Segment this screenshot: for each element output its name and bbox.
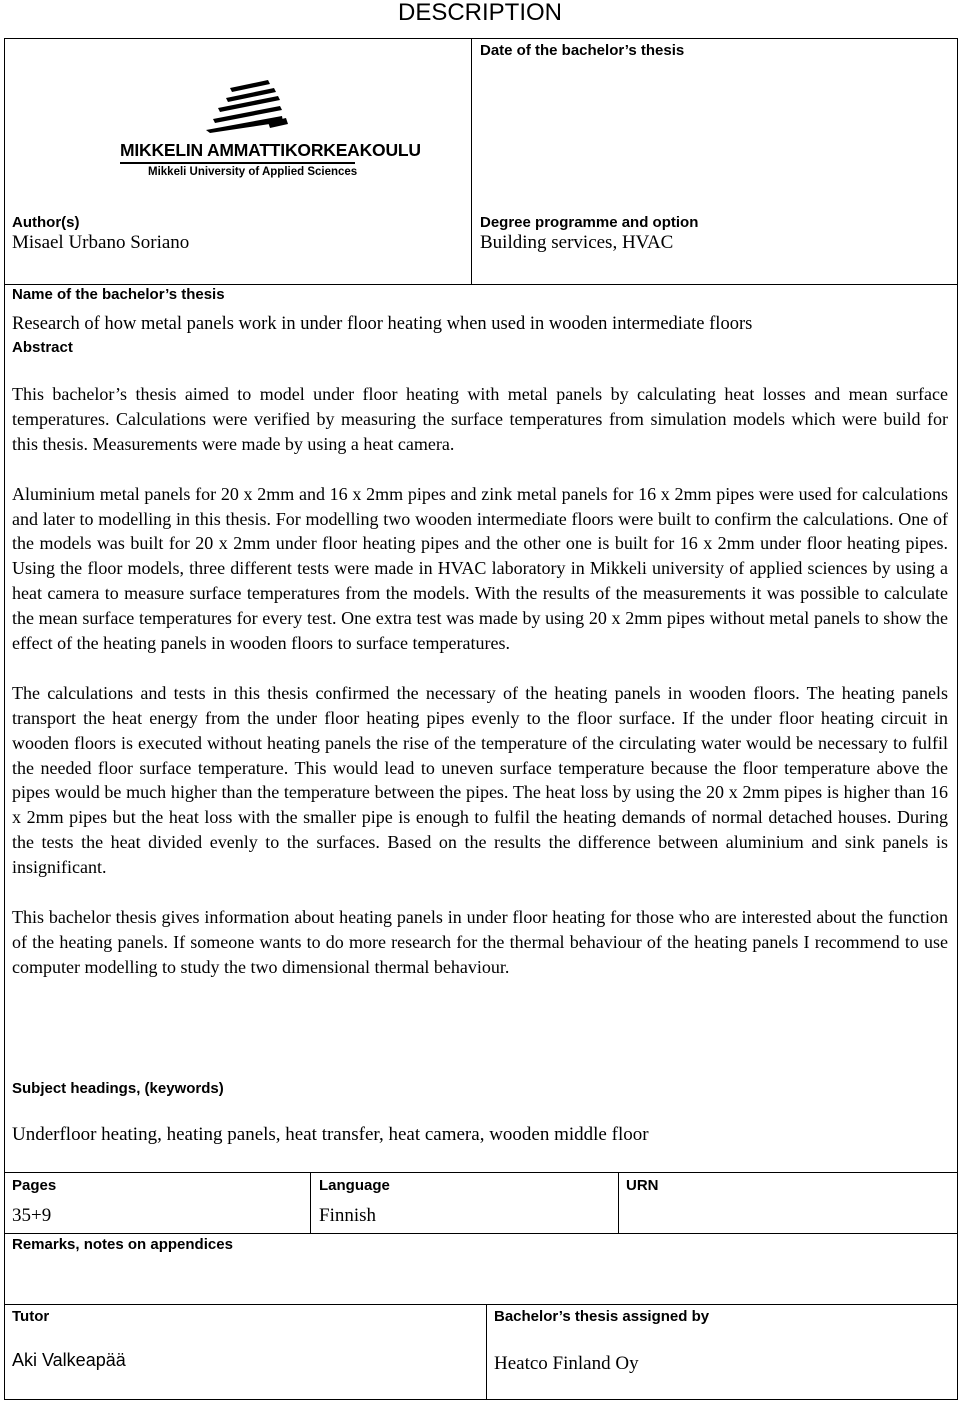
abstract-paragraph: The calculations and tests in this thesis confirmed the necessary of the heating panels in wooden floors. The heating panels transport the heat energy from the under floor heating pipes evenly to the floor surface. If the under floor heating circuit in wooden floors is executed without heating panels the rise of the temperature of the circulating water would be necessary to fulfil the needed floor surface temperature. This would lead to uneven surface temperature because the floor temperature above the pipes would be much higher than the temperature between the pipes. The heat loss by using the 20 x 2mm pipes is higher than 16 x 2mm pipes but the heat loss with the smaller pipe is enough to fulfil the heating demands of normal detached houses. During the tests the heat divided evenly to the surfaces. Based on the results the difference between aluminium and sink panels is insignificant. [12, 682, 948, 878]
remarks-label: Remarks, notes on appendices [12, 1236, 233, 1253]
author-label: Author(s) [12, 214, 80, 231]
pages-value: 35+9 [12, 1205, 52, 1226]
degree-value: Building services, HVAC [480, 232, 674, 253]
abstract-paragraph: This bachelor’s thesis aimed to model under floor heating with metal panels by calculating heat losses and mean surface temperatures. Calculations were verified by measuring the surface temperatures from simulation models which were build for this thesis. Measurements were made by using a heat camera. [12, 384, 948, 454]
logo-mark-icon [118, 78, 368, 138]
abstract-paragraph: This bachelor thesis gives information about heating panels in under floor heating for those who are interested about the function of the heating panels. If someone wants to do more research for the thermal behaviour of the heating panels I recommend to use computer modelling to study the two dimensional thermal behaviour. [12, 906, 948, 977]
urn-label: URN [626, 1177, 659, 1194]
thesis-name-label: Name of the bachelor’s thesis [12, 286, 225, 303]
abstract-paragraph: Aluminium metal panels for 20 x 2mm and 16 x 2mm pipes and zink metal panels for 16 x 2mm pipes were used for calculations and later to modelling in this thesis. For modelling two wooden intermediate floors were built to confirm the calculations. One of the models was built for 20 x 2mm under floor heating pipes and the other one is built for 16 x 2mm under floor heating pipes. Using the floor models, three different tests were made in HVAC laboratory in Mikkeli university of applied sciences by using a heat camera to measure surface temperatures from the models. With the results of the measurements it was possible to calculate the mean surface temperatures for every test. One extra test was made by using 20 x 2mm pipes without metal panels to show the effect of the heating panels in wooden floors to surface temperatures. [12, 483, 948, 654]
language-label: Language [319, 1177, 390, 1194]
abstract-text [12, 382, 948, 980]
logo-name: MIKKELIN AMMATTIKORKEAKOULU [120, 140, 421, 160]
assigned-by-label: Bachelor’s thesis assigned by [494, 1308, 710, 1325]
degree-label: Degree programme and option [480, 214, 699, 231]
keywords-value: Underfloor heating, heating panels, heat transfer, heat camera, wooden middle floor [12, 1124, 649, 1145]
logo-divider [120, 162, 355, 164]
university-logo [118, 78, 421, 188]
urn-cell [618, 1172, 958, 1234]
date-label: Date of the bachelor’s thesis [480, 42, 685, 59]
author-value: Misael Urbano Soriano [12, 232, 190, 253]
tutor-value: Aki Valkeapää [12, 1350, 126, 1370]
abstract-label: Abstract [12, 339, 73, 356]
thesis-name-value: Research of how metal panels work in under floor heating when used in wooden intermediate floors [12, 314, 753, 334]
pages-label: Pages [12, 1177, 57, 1194]
logo-subtitle: Mikkeli University of Applied Sciences [148, 166, 358, 178]
keywords-label: Subject headings, (keywords) [12, 1080, 224, 1097]
language-value: Finnish [319, 1205, 377, 1226]
page-title: DESCRIPTION [397, 0, 562, 26]
assigned-by-value: Heatco Finland Oy [494, 1353, 639, 1374]
tutor-label: Tutor [12, 1308, 50, 1325]
